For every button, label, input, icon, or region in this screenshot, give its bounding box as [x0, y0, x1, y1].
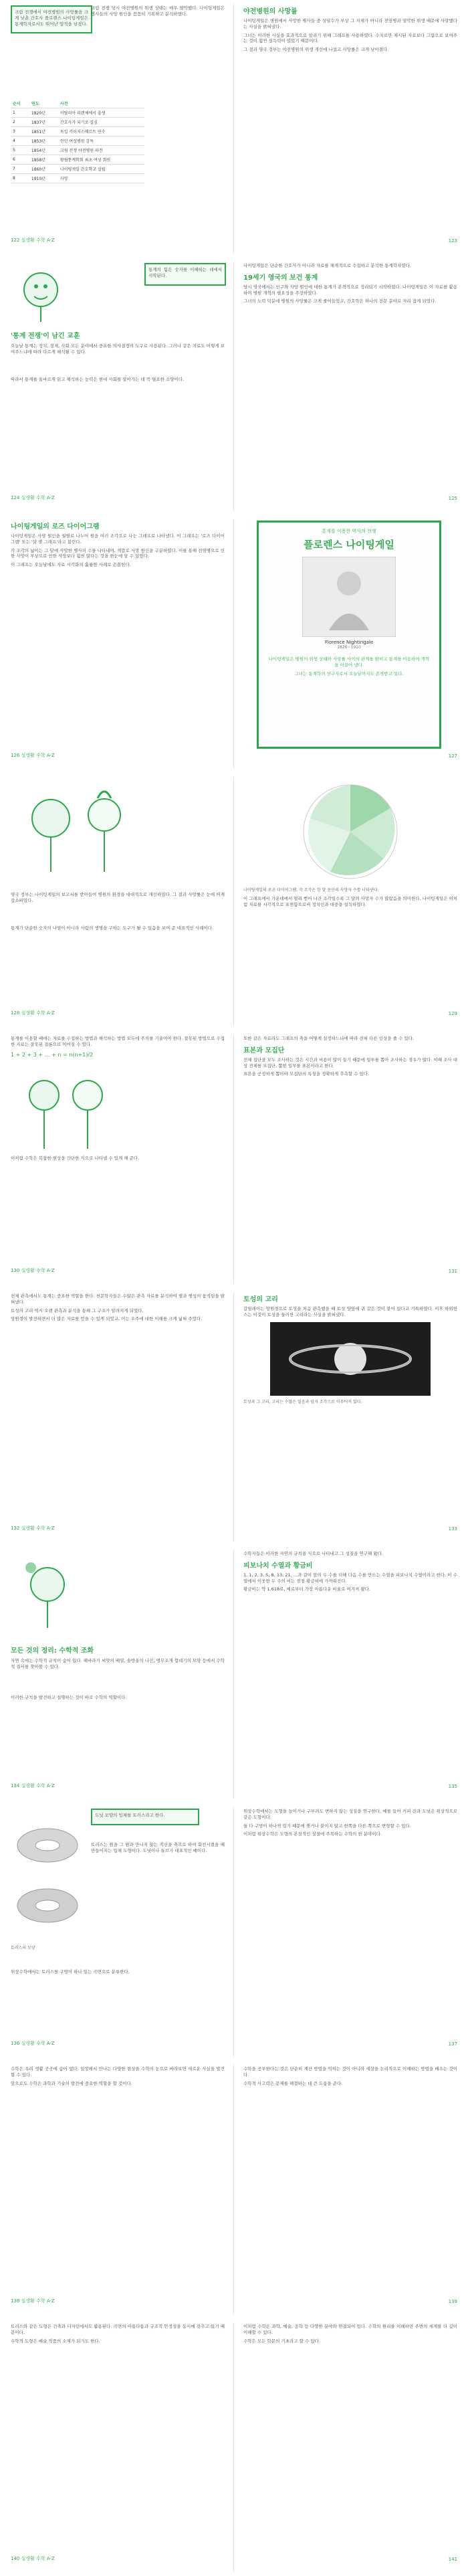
sidebar-note	[11, 5, 92, 33]
page-number: 122 실생활 수학 A-Z	[11, 238, 55, 243]
body-text: 각 조각의 넓이는 그 달에 사망한 병사의 수를 나타내며, 색깔로 사망 원인을 구분하였다. 이를 통해 전염병으로 인한 사망이 부상으로 인한 사망보다 훨씬 많다는 것을 한눈에 알 수 있었다.	[11, 547, 225, 559]
body-text: 수학적 도형은 예술 작품의 소재가 되기도 한다.	[11, 2338, 100, 2344]
page-left	[11, 1036, 225, 1277]
body-text: 이처럼 수학은 과학, 예술, 공학 등 다양한 분야와 연결되어 있다. 수학의 원리를 이해하면 주변의 세계를 더 깊이 이해할 수 있다.	[243, 2324, 457, 2335]
rose-diagram	[283, 778, 417, 885]
body-text: 이 그래프에서 가운데에서 멀리 뻗어 나간 조각일수록 그 달의 사망자 수가 많았음을 의미한다. 나이팅게일은 이처럼 자료를 시각적으로 표현함으로써 정치인과 대중을 설득하였다.	[243, 895, 457, 907]
body-text: 수학은 우리 생활 곳곳에 숨어 있다. 일상에서 만나는 다양한 현상을 수학의 눈으로 바라보면 새로운 사실을 발견할 수 있다.	[11, 2066, 225, 2078]
page-right	[243, 521, 457, 761]
table-header: 사건	[58, 99, 144, 108]
section-heading: 야전병원의 사망률	[243, 8, 298, 15]
body-text: 따라서 통계를 올바르게 읽고 해석하는 능력은 현대 사회를 살아가는 데 꼭 필요한 소양이다.	[11, 377, 185, 382]
page-number: 135	[448, 1784, 457, 1789]
cover-text: 그녀는 통계학의 선구자로서 오늘날까지도 존경받고 있다.	[294, 670, 404, 676]
cover-title: 플로렌스 나이팅게일	[304, 539, 394, 551]
section-heading: 19세기 영국의 보건 통계	[243, 274, 318, 282]
spread-5	[0, 1030, 468, 1288]
table-header: 연도	[29, 99, 58, 108]
cover-years: 1820~1910	[337, 645, 361, 650]
body-text: 전체 집단을 모두 조사하는 것은 시간과 비용이 많이 들기 때문에 일부를 뽑아 조사하는 경우가 많다. 이때 조사 대상 전체를 모집단, 뽑힌 일부를 표본이라고 한다.	[243, 1056, 457, 1069]
body-text: 오늘날 통계는 정치, 경제, 사회 모든 분야에서 중요한 의사결정의 도구로 사용된다. 그러나 같은 자료도 어떻게 보여주느냐에 따라 다르게 해석될 수 있다.	[11, 343, 225, 355]
page-left	[11, 2324, 225, 2565]
body-text: 토러스는 원을 그 원과 만나지 않는 직선을 축으로 하여 회전시켰을 때 만들어지는 입체 도형이다. 도넛이나 튜브가 대표적인 예이다.	[91, 1842, 225, 1853]
page-right	[243, 1551, 457, 1792]
page-number: 140 실생활 수학 A-Z	[11, 2556, 55, 2561]
cartoon-illustration	[11, 1551, 91, 1631]
spread-4	[0, 773, 468, 1030]
page-right	[243, 5, 457, 246]
callout-text: 도넛 모양의 입체를 토러스라고 한다.	[95, 1813, 165, 1818]
page-number: 126 실생활 수학 A-Z	[11, 753, 55, 758]
portrait-image	[302, 557, 396, 637]
page-left	[11, 521, 225, 761]
page-number: 137	[448, 2041, 457, 2047]
spread-7	[0, 1546, 468, 1803]
body-text: 그 결과 영국 정부는 야전병원의 위생 개선에 나섰고 사망률은 크게 낮아졌다.	[243, 47, 389, 53]
page-left	[11, 2066, 225, 2307]
page-number: 129	[448, 1011, 457, 1016]
body-text: 앞으로도 수학은 과학과 기술의 발전에 중요한 역할을 할 것이다.	[11, 2080, 132, 2086]
section-heading: '통계 전쟁'이 남긴 교훈	[11, 333, 80, 340]
cover-name: Florence Nightingale	[324, 640, 374, 645]
figure-caption: 토성과 그 고리. 고리는 수많은 얼음과 암석 조각으로 이루어져 있다.	[243, 1399, 362, 1404]
spread-8	[0, 1803, 468, 2061]
callout-box	[91, 1809, 199, 1825]
page-number: 132 실생활 수학 A-Z	[11, 1526, 55, 1531]
page-left	[11, 1551, 225, 1792]
page-left	[11, 778, 225, 1019]
page-number: 123	[448, 238, 457, 244]
page-number: 141	[448, 2557, 457, 2562]
table-row: 3 1851년 독일 카이저스베르트 연수	[11, 127, 144, 136]
page-number: 138 실생활 수학 A-Z	[11, 2298, 55, 2304]
page-number: 136 실생활 수학 A-Z	[11, 2041, 55, 2046]
body-text: 천체 관측에서도 통계는 중요한 역할을 한다. 천문학자들은 수많은 관측 자료를 분석하여 별과 행성의 움직임을 밝혀냈다.	[11, 1293, 225, 1305]
page-number: 128 실생활 수학 A-Z	[11, 1010, 55, 1016]
page-right	[243, 1809, 457, 2049]
spread-6	[0, 1288, 468, 1546]
body-text: 자연 속에는 수학적 규칙이 숨어 있다. 해바라기 씨앗의 배열, 솔방울의 나선, 앵무조개 껍데기의 모양 등에서 수학적 질서를 찾아볼 수 있다.	[11, 1658, 225, 1669]
body-text: 그녀의 노력 덕분에 병원의 사망률은 크게 줄어들었고, 간호학은 하나의 전문 분야로 자리 잡게 되었다.	[243, 298, 437, 304]
table-row: 2 1837년 간호사가 되기로 결심	[11, 118, 144, 127]
table-row: 7 1860년 나이팅게일 간호학교 설립	[11, 165, 144, 174]
body-text: 위상수학에서는 도형을 늘이거나 구부려도 변하지 않는 성질을 연구한다. 예를 들어 커피 잔과 도넛은 위상적으로 같은 도형이다.	[243, 1809, 457, 1820]
body-text: 이 그래프는 오늘날에도 자료 시각화의 훌륭한 사례로 손꼽힌다.	[11, 562, 131, 568]
callout-box	[144, 263, 226, 286]
body-text: 나이팅게일은 병원에서 사망한 병사들 중 상당수가 부상 그 자체가 아니라 전염병과 열악한 위생 때문에 사망했다는 사실을 밝혀냈다.	[243, 18, 457, 29]
cartoon-illustration	[11, 263, 71, 323]
body-text: 수학적 사고력은 문제를 해결하는 데 큰 도움을 준다.	[243, 2080, 343, 2086]
table-header: 순서	[11, 99, 29, 108]
timeline-table	[11, 99, 144, 183]
table-row: 6 1858년 왕립통계학회 최초 여성 회원	[11, 155, 144, 165]
section-heading: 나이팅게일의 로즈 다이어그램	[11, 523, 100, 531]
page-right	[243, 1036, 457, 1277]
spread-2	[0, 258, 468, 515]
page-right	[243, 2066, 457, 2307]
cartoon-illustration	[11, 778, 144, 879]
body-text: 갈릴레이는 망원경으로 토성을 처음 관측했을 때 토성 양옆에 귀 같은 것이 붙어 있다고 기록하였다. 이후 하위헌스는 이것이 토성을 둘러싼 고리라는 사실을 밝혀냈다.	[243, 1306, 457, 1317]
page-right	[243, 1293, 457, 1534]
section-heading: 모든 것의 정리: 수학적 조화	[11, 1647, 94, 1655]
body-text: 당시 영국에서는 인구와 사망 원인에 대한 통계가 본격적으로 정리되기 시작하였다. 나이팅게일은 이 자료를 활용하여 병원 개혁의 필요성을 주장하였다.	[243, 284, 457, 296]
table-row: 1 1820년 이탈리아 피렌체에서 출생	[11, 108, 144, 118]
body-text: 영국 정부는 나이팅게일의 보고서를 받아들여 병원의 환경을 대대적으로 개선하였다. 그 결과 사망률은 눈에 띄게 감소하였다.	[11, 892, 225, 903]
page-number: 124 실생활 수학 A-Z	[11, 495, 55, 500]
page-right	[243, 778, 457, 1019]
section-heading: 피보나치 수열과 황금비	[243, 1562, 313, 1570]
body-text: 크림 전쟁 당시 야전병원의 위생 상태는 매우 열악했다. 나이팅게일은 병사들의 사망 원인을 꼼꼼히 기록하고 분석하였다.	[91, 5, 225, 17]
page-right	[243, 2324, 457, 2565]
torus-figure	[11, 1809, 84, 1942]
page-number: 131	[448, 1269, 457, 1274]
saturn-photo	[270, 1322, 431, 1396]
section-heading: 토성의 고리	[243, 1296, 278, 1303]
spread-1	[0, 0, 468, 258]
page-number: 127	[448, 753, 457, 759]
body-text: 이처럼 수학은 복잡한 현상을 간단한 식으로 나타낼 수 있게 해 준다.	[11, 1155, 140, 1161]
table-row: 5 1854년 크림 전쟁 야전병원 파견	[11, 146, 144, 155]
formula: 1 + 2 + 3 + … + n = n(n+1)/2	[11, 1051, 94, 1058]
body-text: 수학을 공부한다는 것은 단순히 계산 방법을 익히는 것이 아니라 세상을 논리적으로 이해하는 방법을 배우는 것이다.	[243, 2066, 457, 2078]
book-cover	[257, 521, 441, 749]
body-text: 1, 1, 2, 3, 5, 8, 13, 21, …과 같이 앞의 두 수를 더해 다음 수를 만드는 수열을 피보나치 수열이라고 한다. 이 수열에서 이웃한 두 수의 비는 점점 황금비에 가까워진다.	[243, 1572, 457, 1584]
body-text: 표본을 공정하게 뽑아야 모집단의 특성을 정확하게 추측할 수 있다.	[243, 1071, 370, 1077]
figure-caption: 토러스의 모양	[11, 1946, 35, 1950]
body-text: 또한 같은 자료라도 그래프의 축을 어떻게 설정하느냐에 따라 전혀 다른 인상을 줄 수 있다.	[243, 1036, 414, 1041]
page-left	[11, 5, 225, 246]
page-left	[11, 1809, 225, 2049]
page-left	[11, 1293, 225, 1534]
cover-topline: 통계를 이용한 역사의 전쟁	[322, 529, 376, 534]
spread-3	[0, 515, 468, 773]
body-text: 둘 다 구멍이 하나씩 있기 때문에 찢거나 붙이지 않고 한쪽을 다른 쪽으로 변형할 수 있다.	[243, 1823, 411, 1829]
body-text: 그녀는 이러한 사실을 효과적으로 알리기 위해 그래프를 사용하였다. 수치로만 제시된 자료보다 그림으로 보여주는 것이 훨씬 설득력이 있었기 때문이다.	[243, 32, 457, 44]
page-number: 125	[448, 496, 457, 501]
figure-caption: 나이팅게일의 로즈 다이어그램. 각 조각은 한 달 동안의 사망자 수를 나타낸다.	[243, 888, 379, 893]
body-text: 토성의 고리 역시 오랜 관측과 분석을 통해 그 구조가 알려지게 되었다.	[11, 1307, 144, 1313]
body-text: 나이팅게일은 단순한 간호사가 아니라 자료를 체계적으로 수집하고 분석한 통계학자였다.	[243, 263, 411, 268]
page-number: 133	[448, 1526, 457, 1532]
body-text: 통계가 단순한 숫자의 나열이 아니라 사람의 생명을 구하는 도구가 될 수 있음을 보여 준 대표적인 사례이다.	[11, 925, 214, 931]
cartoon-illustration	[11, 1062, 118, 1156]
callout-text: 통계의 힘은 숫자를 이해하는 데에서 시작된다.	[148, 267, 222, 278]
body-text: 수학은 모든 학문의 기초라고 할 수 있다.	[243, 2338, 320, 2344]
page-number: 139	[448, 2299, 457, 2304]
body-text: 황금비는 약 1.618로, 예로부터 가장 아름다운 비율로 여겨져 왔다.	[243, 1586, 370, 1592]
page-number: 134 실생활 수학 A-Z	[11, 1783, 55, 1788]
page-left	[11, 263, 225, 504]
body-text: 위상수학에서는 토러스를 구멍이 하나 있는 곡면으로 분류한다.	[11, 1969, 130, 1974]
spread-10	[0, 2318, 468, 2576]
page-right	[243, 263, 457, 504]
spread-9	[0, 2061, 468, 2318]
table-row: 8 1910년 사망	[11, 174, 144, 183]
page-number: 130 실생활 수학 A-Z	[11, 1268, 55, 1273]
sidebar-text: 크림 전쟁에서 야전병원의 사망률을 크게 낮춘 간호사 플로렌스 나이팅게일은 통계학자로서도 뛰어난 업적을 남겼다.	[15, 9, 88, 27]
body-text: 토러스와 같은 도형은 건축과 디자인에서도 활용된다. 곡면의 아름다움과 구조적 안정성을 동시에 갖추고 있기 때문이다.	[11, 2324, 225, 2335]
body-text: 수학자들은 이러한 자연의 규칙을 식으로 나타내고 그 성질을 연구해 왔다.	[243, 1551, 384, 1556]
cover-text: 나이팅게일은 병원의 위생 상태와 사망률 사이의 관계를 밝히고 통계를 이용하여 개혁을 이끌어 냈다.	[268, 656, 430, 668]
table-row: 4 1853년 런던 여성병원 감독	[11, 136, 144, 146]
body-text: 망원경이 발전하면서 더 많은 자료를 얻을 수 있게 되었고, 이는 우주에 대한 이해를 크게 넓혀 주었다.	[11, 1316, 203, 1322]
body-text: 이처럼 위상수학은 도형의 본질적인 성질에 주목하는 수학의 한 분야이다.	[243, 1831, 382, 1837]
section-heading: 표본과 모집단	[243, 1046, 285, 1054]
body-text: 나이팅게일은 사망 원인을 월별로 나누어 원을 여러 조각으로 나눈 그래프로 나타냈다. 이 그래프는 '로즈 다이어그램' 또는 '닭 볏 그래프'라고 불린다.	[11, 533, 225, 545]
body-text: 통계를 이용할 때에는 자료를 수집하는 방법과 해석하는 방법 모두에 주의를 기울여야 한다. 잘못된 방법으로 수집한 자료는 잘못된 결론으로 이어질 수 있다.	[11, 1036, 225, 1047]
body-text: 이러한 규칙을 발견하고 설명하는 것이 바로 수학의 역할이다.	[11, 1695, 127, 1700]
